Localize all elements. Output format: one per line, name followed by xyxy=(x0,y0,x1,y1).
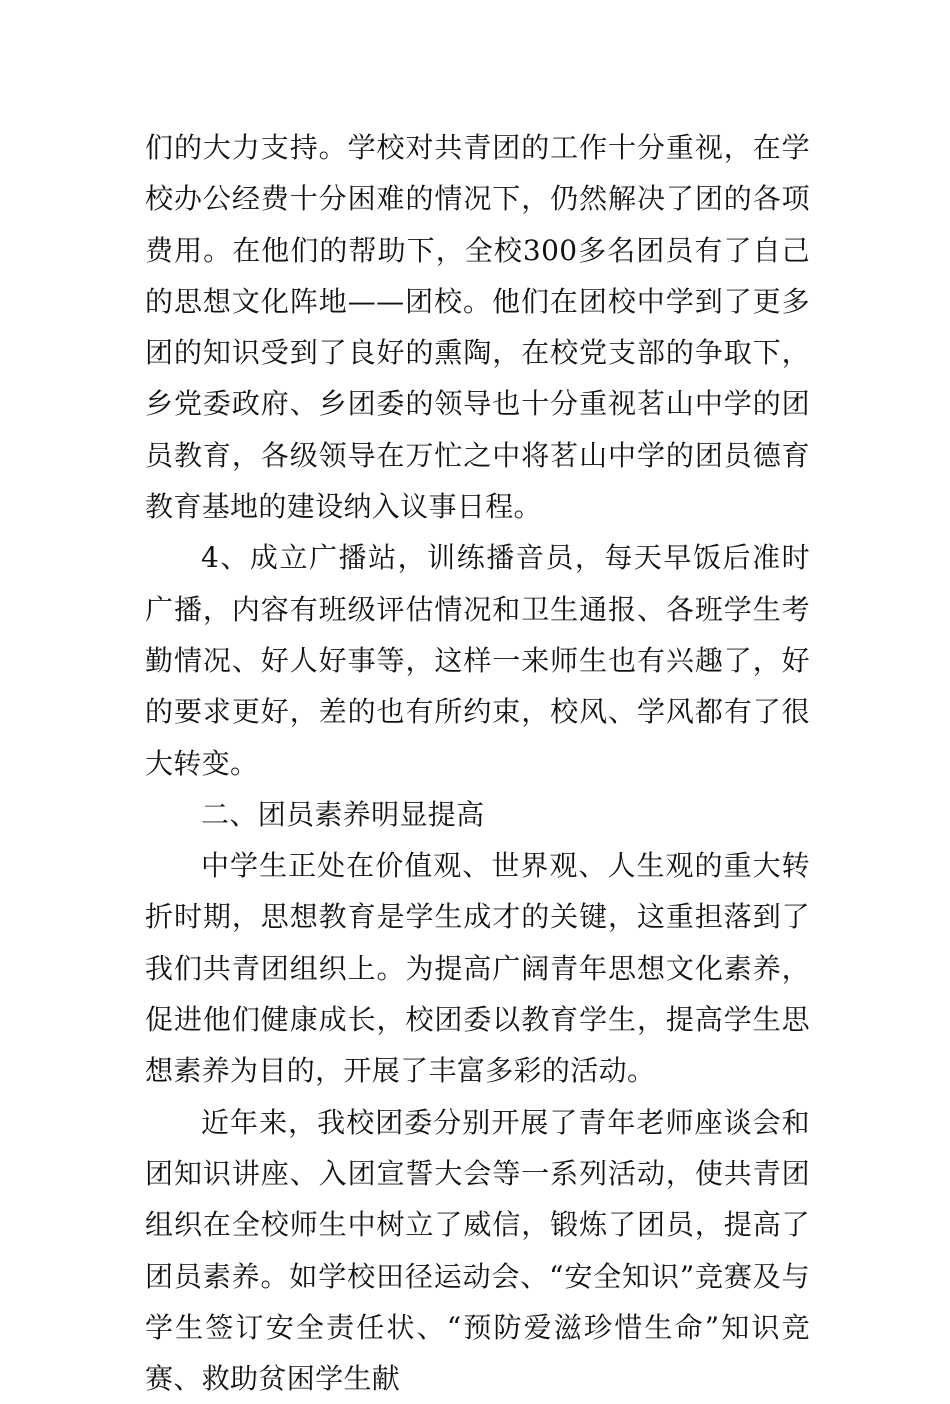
paragraph-recent-activities: 近年来，我校团委分别开展了青年老师座谈会和团知识讲座、入团宣誓大会等一系列活动，使共青团组织在全校师生中树立了威信，锻炼了团员，提高了团员素养。如学校田径运动会、“安全知识”竞赛及与学生签订安全责任状、“预防爱滋珍惜生命”知识竞赛、救助贫困学生献 xyxy=(145,1105,810,1396)
section-heading-member-quality: 二、团员素养明显提高 xyxy=(201,797,485,831)
paragraph-ideological-education: 中学生正处在价值观、世界观、人生观的重大转折时期，思想教育是学生成才的关键，这重担落到了我们共青团组织上。为提高广阔青年思想文化素养，促进他们健康成长，校团委以教育学生，提高学生思想素养为目的，开展了丰富多彩的活动。 xyxy=(145,849,810,1088)
body-text xyxy=(145,122,810,1404)
paragraph-continued-support: 们的大力支持。学校对共青团的工作十分重视，在学校办公经费十分困难的情况下，仍然解决了团的各项费用。在他们的帮助下，全校300多名团员有了自己的思想文化阵地——团校。他们在团校中学到了更多团的知识受到了良好的熏陶，在校党支部的争取下，乡党委政府、乡团委的领导也十分重视茗山中学的团员教育，各级领导在万忙之中将茗山中学的团员德育教育基地的建设纳入议事日程。 xyxy=(145,131,810,524)
paragraph-broadcast-station: 4、成立广播站，训练播音员，每天早饭后准时广播，内容有班级评估情况和卫生通报、各班学生考勤情况、好人好事等，这样一来师生也有兴趣了，好的要求更好，差的也有所约束，校风、学风都有了很大转变。 xyxy=(145,541,810,780)
